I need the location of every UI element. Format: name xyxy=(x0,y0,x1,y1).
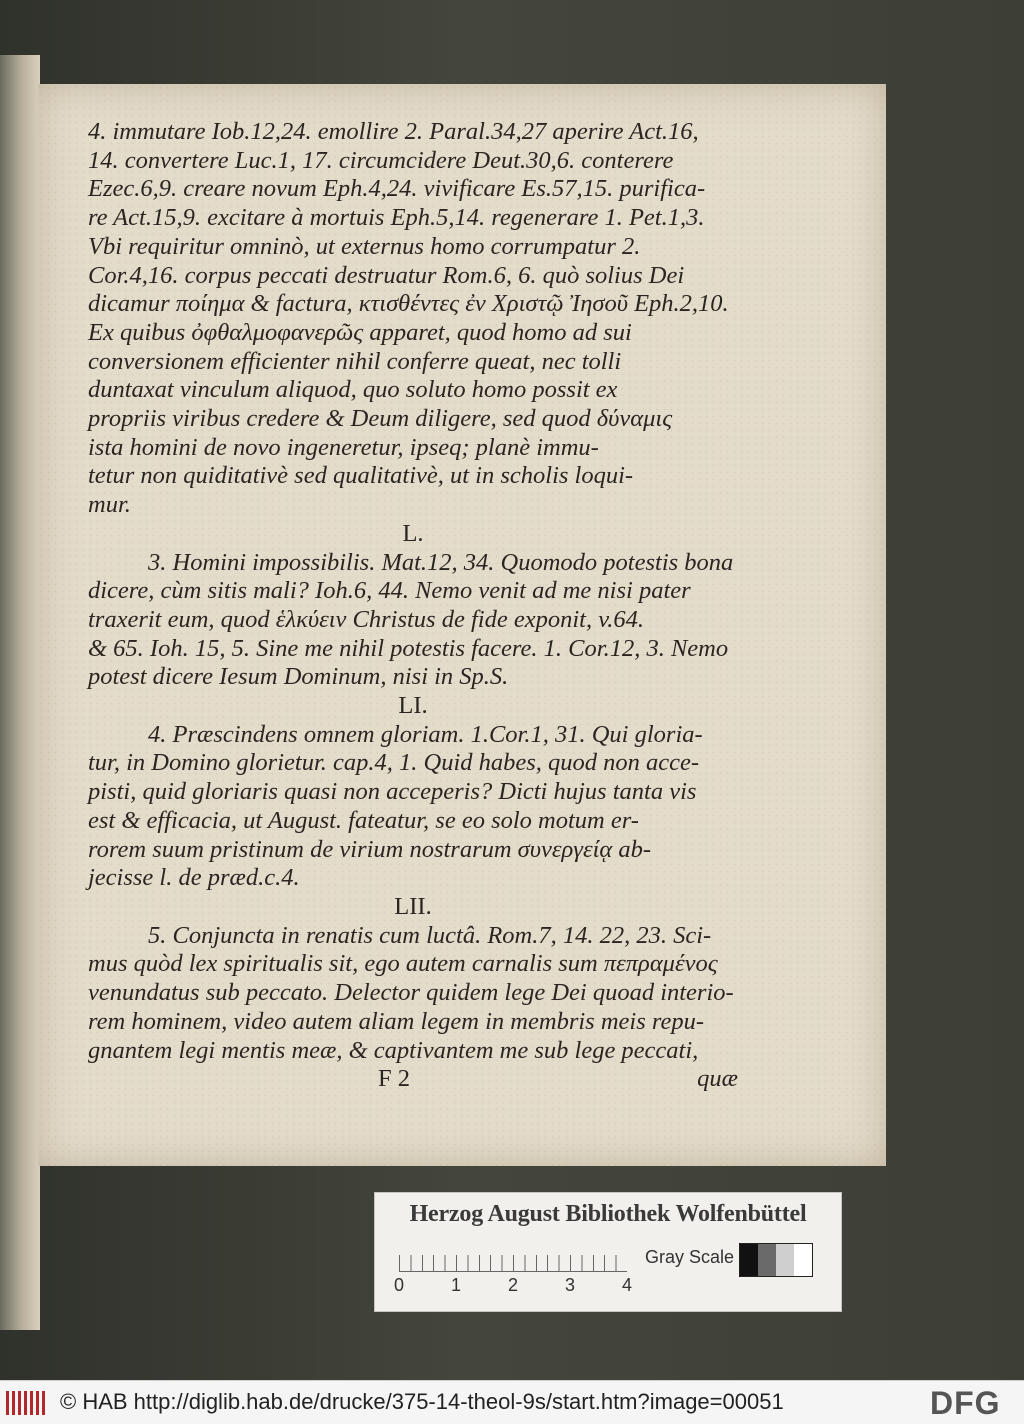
text-line: venundatus sub peccato. Delector quidem lege Dei quoad interio- xyxy=(88,979,734,1007)
text-line: & 65. Ioh. 15, 5. Sine me nihil potestis facere. 1. Cor.12, 3. Nemo xyxy=(88,634,729,662)
gray-swatch xyxy=(776,1244,794,1276)
book-page xyxy=(38,84,886,1166)
copyright-link[interactable]: © HAB http://diglib.hab.de/drucke/375-14-theol-9s/start.htm?image=00051 xyxy=(60,1389,784,1414)
gray-scale-swatches xyxy=(739,1243,813,1277)
text-line: pisti, quid gloriaris quasi non acceperis? Dicti hujus tanta vis xyxy=(88,778,697,806)
text-line: est & efficacia, ut August. fateatur, se eo solo motum er- xyxy=(88,806,639,834)
text-line: Vbi requiritur omninò, ut externus homo corrumpatur 2. xyxy=(88,232,641,260)
text-line: propriis viribus credere & Deum diligere, sed quod δύναμις xyxy=(88,405,673,433)
section-heading-lii: LII. xyxy=(394,892,432,920)
text-line: 5. Conjuncta in renatis cum luctâ. Rom.7, 14. 22, 23. Sci- xyxy=(148,921,712,949)
gray-swatch xyxy=(758,1244,776,1276)
text-line: tetur non quiditativè sed qualitativè, ut in scholis loqui- xyxy=(88,462,634,490)
text-line: Cor.4,16. corpus peccati destruatur Rom.6, 6. quò solius Dei xyxy=(88,261,685,289)
dfg-logo: DFG xyxy=(930,1385,1001,1421)
text-line: 4. immutare Iob.12,24. emollire 2. Paral.34,27 aperire Act.16, xyxy=(88,118,699,145)
text-line: 14. convertere Luc.1, 17. circumcidere Deut.30,6. conterere xyxy=(88,146,674,174)
ruler-tick: 2 xyxy=(507,1275,518,1295)
scale-ruler xyxy=(399,1243,627,1272)
section-heading-l: L. xyxy=(402,519,424,547)
text-line: conversionem efficienter nihil conferre queat, nec tolli xyxy=(88,347,622,375)
text-line: gnantem legi mentis meæ, & captivantem me sub lege peccati, xyxy=(88,1036,699,1064)
gray-swatch xyxy=(740,1244,758,1276)
text-line: duntaxat vinculum aliquod, quo soluto homo possit ex xyxy=(88,376,618,404)
text-line: Ex quibus ὀφθαλμοφανερῶς apparet, quod homo ad sui xyxy=(88,318,632,346)
text-line: mus quòd lex spiritualis sit, ego autem carnalis sum πεπραμένος xyxy=(88,950,718,978)
hab-logo-icon xyxy=(6,1391,46,1415)
page-text xyxy=(88,118,738,1094)
previous-page-edge xyxy=(0,55,40,1330)
text-line: ista homini de novo ingeneretur, ipseq; planè immu- xyxy=(88,433,599,461)
gray-swatch xyxy=(794,1244,812,1276)
gray-scale-label: Gray Scale xyxy=(645,1247,735,1267)
text-line: mur. xyxy=(88,491,131,519)
text-line: dicere, cùm sitis mali? Ioh.6, 44. Nemo venit ad me nisi pater xyxy=(88,577,691,605)
text-line: dicamur ποίημα & factura, κτισθέντες ἐν Χριστῷ Ἰησοῦ Eph.2,10. xyxy=(88,290,729,318)
page-footer xyxy=(88,1065,738,1094)
text-line: re Act.15,9. excitare à mortuis Eph.5,14. regenerare 1. Pet.1,3. xyxy=(88,204,705,232)
section-heading-li: LI. xyxy=(398,692,428,720)
ruler-tick: 4 xyxy=(621,1275,632,1295)
signature-mark: F 2 xyxy=(378,1065,411,1093)
text-line: Ezec.6,9. creare novum Eph.4,24. vivificare Es.57,15. purifica- xyxy=(88,175,706,203)
ruler-tick: 3 xyxy=(564,1275,575,1295)
text-line: traxerit eum, quod ἑλκύειν Christus de fide exponit, v.64. xyxy=(88,605,644,633)
text-line: tur, in Domino glorietur. cap.4, 1. Quid habes, quod non acce- xyxy=(88,749,700,777)
ruler-tick: 1 xyxy=(450,1275,461,1295)
text-line: 3. Homini impossibilis. Mat.12, 34. Quomodo potestis bona xyxy=(148,548,734,576)
text-line: potest dicere Iesum Dominum, nisi in Sp.S. xyxy=(88,663,509,691)
library-title: Herzog August Bibliothek Wolfenbüttel xyxy=(409,1201,807,1227)
ruler-tick-labels xyxy=(389,1275,639,1299)
text-line: rorem suum pristinum de virium nostrarum συνεργείᾳ ab- xyxy=(88,835,652,863)
color-calibration-bar xyxy=(374,1192,842,1312)
ruler-tick: 0 xyxy=(393,1275,404,1295)
footer-bar xyxy=(0,1380,1024,1424)
text-line: 4. Præscindens omnem gloriam. 1.Cor.1, 31. Qui gloria- xyxy=(148,720,703,748)
catchword: quæ xyxy=(697,1065,738,1093)
text-line: jecisse l. de præd.c.4. xyxy=(88,864,300,892)
text-line: rem hominem, video autem aliam legem in membris meis repu- xyxy=(88,1007,705,1035)
